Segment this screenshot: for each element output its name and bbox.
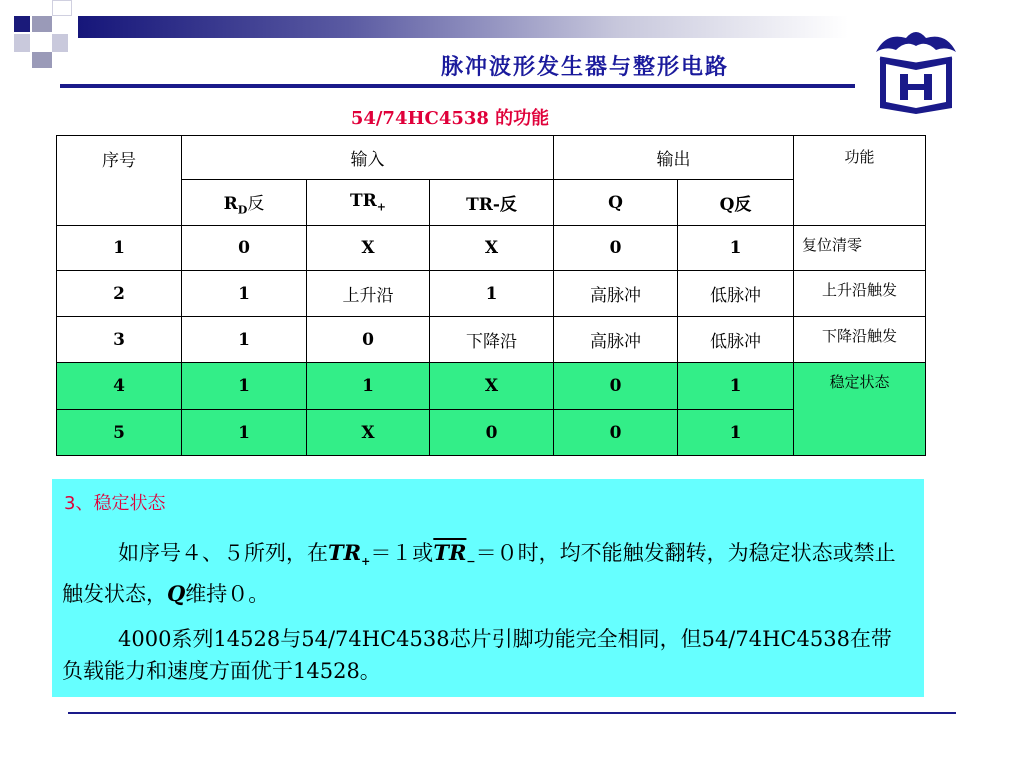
header-index: 序号 [57, 136, 182, 226]
rd-label: R [223, 193, 238, 214]
cell-function: 稳定状态 [794, 363, 926, 456]
cell-rd: 1 [182, 317, 307, 363]
cell-index: 4 [57, 363, 182, 410]
cell-index: 5 [57, 410, 182, 456]
title-divider [60, 84, 855, 88]
cell-tr-minus: 1 [430, 271, 554, 317]
cell-q-bar: 1 [678, 226, 794, 271]
slide-title: 脉冲波形发生器与整形电路 [440, 55, 729, 80]
cell-rd: 1 [182, 271, 307, 317]
cell-rd: 1 [182, 410, 307, 456]
cell-index: 3 [57, 317, 182, 363]
corner-square-decoration [32, 52, 52, 68]
p1-tr2: $\overline{TR}$ [433, 540, 467, 565]
table-row [57, 317, 926, 363]
footer-divider [68, 712, 956, 714]
corner-square-decoration [52, 0, 72, 16]
university-crest-icon [866, 24, 966, 116]
cell-q: 高脉冲 [554, 271, 678, 317]
subheader-tr-plus [307, 180, 430, 226]
cell-q-bar: 1 [678, 363, 794, 410]
p1-q: Q [167, 581, 186, 607]
subheader-q-bar: Q反 [678, 180, 794, 226]
rd-suffix: 反 [247, 193, 265, 214]
cell-index: 2 [57, 271, 182, 317]
corner-square-decoration [14, 16, 30, 32]
subheader-rd [182, 180, 307, 226]
section-subtitle: 54/74HC4538 的功能 [350, 108, 550, 129]
corner-square-decoration [32, 16, 52, 32]
corner-square-decoration [14, 34, 30, 52]
p1-text-d: 维持０。 [185, 582, 270, 607]
header-function: 功能 [794, 136, 926, 226]
header-gradient-band [78, 16, 848, 38]
cell-tr-minus: 0 [430, 410, 554, 456]
cell-function: 下降沿触发 [794, 317, 926, 363]
table-row [57, 271, 926, 317]
cell-q: 0 [554, 363, 678, 410]
cell-tr-plus: 1 [307, 363, 430, 410]
function-table [56, 135, 926, 456]
p1-tr1-sub: + [361, 555, 371, 569]
cell-q: 0 [554, 226, 678, 271]
cell-index: 1 [57, 226, 182, 271]
p1-text-b: ＝１或 [370, 541, 434, 565]
cell-rd: 1 [182, 363, 307, 410]
cell-function: 上升沿触发 [794, 271, 926, 317]
cell-q-bar: 低脉冲 [678, 317, 794, 363]
cell-function: 复位清零 [794, 226, 926, 271]
cell-tr-plus: 0 [307, 317, 430, 363]
cell-q-bar: 低脉冲 [678, 271, 794, 317]
table-row [57, 363, 926, 410]
subheader-tr-minus: TR-反 [430, 180, 554, 226]
table-header-row [57, 136, 926, 180]
stable-state-info-box [52, 479, 924, 697]
tr-plus-subscript: + [376, 200, 386, 214]
cell-q: 0 [554, 410, 678, 456]
cell-tr-plus: X [307, 410, 430, 456]
p1-text-a: 如序号４、５所列，在 [118, 541, 328, 565]
p1-tr1: TR [328, 540, 362, 565]
p1-text-c: ＝０时，均不能触发翻转，为稳定状态或禁止触发状态， [62, 541, 896, 607]
p1-tr-minus [433, 540, 476, 569]
p1-tr2-sub: − [466, 555, 476, 569]
header-input: 输入 [182, 136, 554, 180]
tr-plus-label: TR [350, 191, 377, 212]
header-output: 输出 [554, 136, 794, 180]
cell-tr-minus: X [430, 363, 554, 410]
info-paragraph-2 [62, 623, 912, 687]
subheader-q: Q [554, 180, 678, 226]
p1-tr-plus [328, 540, 371, 569]
rd-subscript: D [237, 203, 248, 217]
cell-q: 高脉冲 [554, 317, 678, 363]
cell-tr-minus: X [430, 226, 554, 271]
cell-tr-plus: 上升沿 [307, 271, 430, 317]
info-paragraph-1 [62, 537, 912, 610]
corner-square-decoration [52, 34, 68, 52]
cell-tr-minus: 下降沿 [430, 317, 554, 363]
p2-text: 4000系列14528与54/74HC4538芯片引脚功能完全相同，但54/74HC4538在带负载能力和速度方面优于14528。 [62, 627, 892, 683]
cell-tr-plus: X [307, 226, 430, 271]
cell-rd: 0 [182, 226, 307, 271]
cell-q-bar: 1 [678, 410, 794, 456]
table-row [57, 226, 926, 271]
info-heading: 3、稳定状态 [64, 493, 166, 514]
